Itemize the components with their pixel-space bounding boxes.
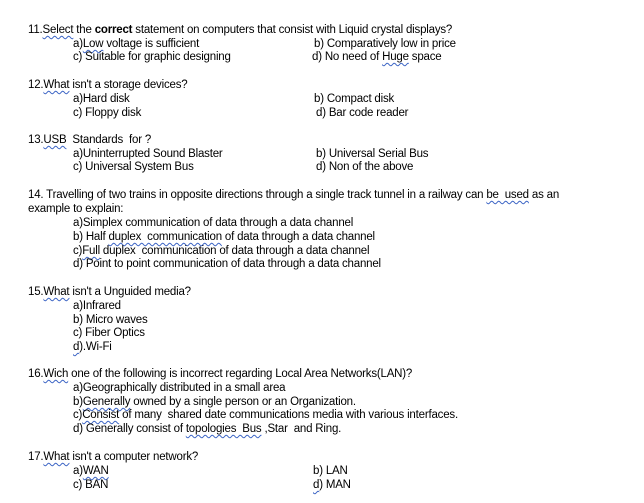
- q14-option-a: a)Simplex communication of data through a data channel: [73, 217, 354, 229]
- q14-option-c-rest: duplex communication of data through a data channel: [99, 245, 370, 257]
- q11-option-a-rest: voltage is sufficient: [103, 38, 200, 50]
- q14-stem-line2: example to explain:: [28, 203, 124, 215]
- q11-stem-text: the: [73, 24, 95, 36]
- q17-option-d-rest: ) MAN: [319, 479, 351, 491]
- q13-stem: [28, 134, 151, 147]
- q14-option-b-prefix: b) Half: [73, 231, 109, 243]
- q17-option-c: c) BAN: [73, 479, 109, 491]
- q15-stem-rest: isn't a Unguided media?: [69, 286, 191, 298]
- q12-stem-word: What: [43, 79, 70, 91]
- q17-option-b: b) LAN: [313, 465, 348, 477]
- q14-stem-text-2: as an: [528, 189, 560, 201]
- q16-option-b-rest: owned by a single person or an Organization.: [130, 396, 356, 408]
- q13-number: 13.: [28, 134, 44, 146]
- q15-option-a: a)Infrared: [73, 300, 121, 312]
- q15-option-d-rest: ).Wi-Fi: [79, 341, 112, 353]
- q16-number: 16.: [28, 368, 44, 380]
- q14-option-d: d) Point to point communication of data through a data channel: [73, 258, 381, 270]
- q14-option-c-wavy: Full: [82, 245, 100, 257]
- q14-stem-wavy: be used: [486, 189, 529, 201]
- q17-option-a-wavy: WAN: [82, 465, 109, 477]
- q16-option-c-rest: of many shared date communications media with various interfaces.: [119, 409, 458, 421]
- q17-option-d-prefix: d: [313, 479, 320, 491]
- q17-option-d: [313, 479, 351, 492]
- q16-option-c: [73, 409, 458, 422]
- q14-stem-line1: [28, 189, 559, 202]
- q16-option-d: [73, 423, 341, 436]
- q16-option-d-rest: ,Star and Ring.: [261, 423, 342, 435]
- q13-option-d: d) Non of the above: [316, 161, 414, 173]
- q13-stem-word: USB: [43, 134, 67, 146]
- q14-option-b-wavy: duplex communication: [108, 231, 222, 243]
- q11-option-a-word: Low: [82, 38, 104, 50]
- q17-option-a: [73, 465, 109, 478]
- q11-number: 11.: [28, 24, 43, 36]
- q16-stem: [28, 368, 412, 381]
- q14-option-c-prefix: c): [73, 245, 83, 257]
- q11-option-d-prefix: d) No need of: [312, 51, 383, 63]
- q16-option-c-wavy: Consist: [82, 409, 120, 421]
- q17-stem-word: What: [43, 451, 70, 463]
- q12-option-a: a)Hard disk: [73, 93, 130, 105]
- q13-option-b: b) Universal Serial Bus: [316, 148, 429, 160]
- q12-option-b: b) Compact disk: [314, 93, 395, 105]
- q12-number: 12.: [28, 79, 44, 91]
- q14-option-b-rest: of data through a data channel: [221, 231, 375, 243]
- q14-option-b: [73, 231, 375, 244]
- q16-option-b: [73, 396, 356, 409]
- q12-option-d: d) Bar code reader: [316, 107, 409, 119]
- q15-option-b: b) Micro waves: [73, 314, 148, 326]
- q13-stem-rest: Standards for ?: [66, 134, 152, 146]
- q15-number: 15.: [28, 286, 44, 298]
- q17-option-a-prefix: a): [73, 465, 83, 477]
- q11-stem-word: Select: [42, 24, 74, 36]
- q14-stem-text: 14. Travelling of two trains in opposite directions through a single track tunnel in a railway can: [28, 189, 487, 201]
- q13-option-a: a)Uninterrupted Sound Blaster: [73, 148, 223, 160]
- q16-stem-rest: one of the following is incorrect regarding Local Area Networks(LAN)?: [68, 368, 413, 380]
- q11-option-c: c) Suitable for graphic designing: [73, 51, 231, 63]
- q12-stem-rest: isn't a storage devices?: [69, 79, 188, 91]
- q15-option-d-prefix: d: [73, 341, 80, 353]
- q15-option-d: [73, 341, 112, 354]
- q15-stem-word: What: [43, 286, 70, 298]
- q17-stem: [28, 451, 198, 464]
- q11-option-a: [73, 38, 199, 51]
- q15-option-c: c) Fiber Optics: [73, 327, 145, 339]
- q12-stem: [28, 79, 187, 92]
- q11-option-d-word: Huge: [382, 51, 409, 63]
- q11-option-d: [312, 51, 441, 64]
- q16-option-d-prefix: d) Generally consist of: [73, 423, 186, 435]
- q11-option-d-rest: space: [408, 51, 442, 63]
- q11-stem-text-2: statement on computers that consist with Liquid crystal displays?: [132, 24, 453, 36]
- q17-stem-rest: isn't a computer network?: [69, 451, 199, 463]
- q16-option-c-prefix: c): [73, 409, 83, 421]
- q16-option-d-wavy: topologies Bus: [185, 423, 262, 435]
- q11-stem: [28, 24, 452, 37]
- q12-option-c: c) Floppy disk: [73, 107, 142, 119]
- q15-stem: [28, 286, 191, 299]
- q11-option-b: b) Comparatively low in price: [314, 38, 456, 50]
- q16-option-b-prefix: b): [73, 396, 83, 408]
- q13-option-c: c) Universal System Bus: [73, 161, 194, 173]
- q16-option-a: a)Geographically distributed in a small area: [73, 382, 286, 394]
- q14-option-c: [73, 245, 369, 258]
- q16-stem-word: Wich: [43, 368, 69, 380]
- q11-option-a-prefix: a): [73, 38, 83, 50]
- q11-stem-bold: correct: [94, 24, 133, 36]
- q17-number: 17.: [28, 451, 44, 463]
- q16-option-b-wavy: Generally: [82, 396, 131, 408]
